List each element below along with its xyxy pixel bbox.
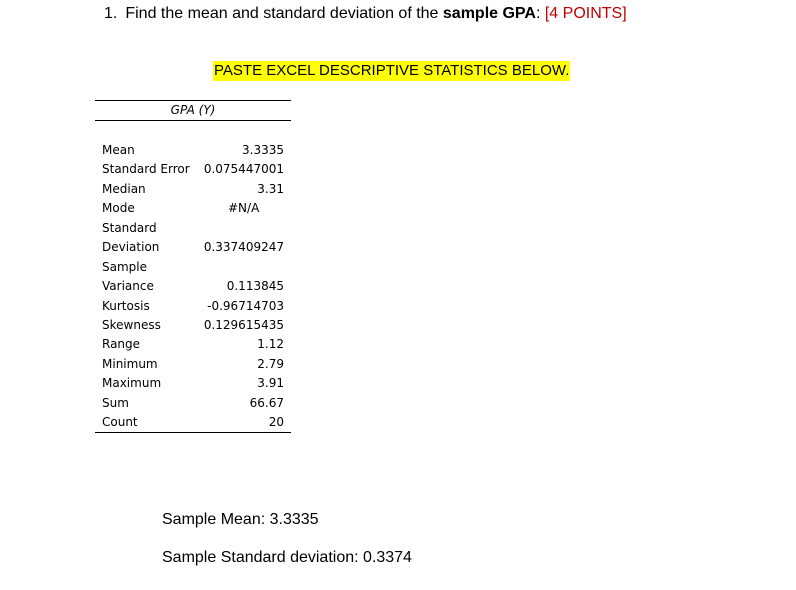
stat-value: 3.3335 xyxy=(242,143,284,157)
stat-value: 0.075447001 xyxy=(203,162,284,177)
table-row xyxy=(95,335,291,354)
stat-value: 0.129615435 xyxy=(203,317,284,332)
question-number: 1. xyxy=(104,5,118,22)
table-row xyxy=(95,180,291,199)
stat-value: 0.113845 xyxy=(226,278,284,293)
table-row xyxy=(95,297,291,316)
question-colon: : xyxy=(535,5,545,22)
stat-label: Count xyxy=(102,414,138,429)
stat-value: #N/A xyxy=(228,201,260,216)
stat-value: 3.91 xyxy=(257,376,284,391)
stat-label: Maximum xyxy=(102,376,162,391)
question-prompt: Find the mean and standard deviation of the xyxy=(125,5,443,22)
stat-label-line: Variance xyxy=(102,278,154,293)
table-spacer xyxy=(95,121,291,141)
paste-instruction-highlight: PASTE EXCEL DESCRIPTIVE STATISTICS BELOW. xyxy=(214,62,570,79)
table-row xyxy=(95,316,291,335)
stat-label: Standard Error xyxy=(102,162,190,177)
table-row xyxy=(95,199,291,218)
stat-label: Minimum xyxy=(102,356,158,371)
table-row xyxy=(95,160,291,179)
table-row xyxy=(95,394,291,413)
stat-value: 0.337409247 xyxy=(203,239,284,254)
descriptive-statistics-table xyxy=(95,100,291,433)
stat-label-line: Sample xyxy=(102,259,147,274)
stat-label-line: Deviation xyxy=(102,239,160,254)
stat-value: -0.96714703 xyxy=(207,298,284,313)
table-row xyxy=(95,258,291,297)
stat-value: 2.79 xyxy=(257,356,284,371)
stat-value: 20 xyxy=(268,414,284,429)
question-bold-term: sample GPA xyxy=(442,5,536,22)
stat-label: Skewness xyxy=(102,317,161,332)
stat-label xyxy=(102,258,154,297)
stat-label: Sum xyxy=(102,395,129,410)
stat-label: Range xyxy=(102,337,141,352)
stat-label xyxy=(102,219,159,258)
stat-label: Mean xyxy=(102,143,135,157)
stat-value: 66.67 xyxy=(249,395,284,410)
stat-value: 1.12 xyxy=(257,337,284,352)
question-points: [4 POINTS] xyxy=(544,5,627,22)
table-header: GPA (Y) xyxy=(95,101,291,121)
stat-label: Mode xyxy=(102,201,135,216)
table-row xyxy=(95,355,291,374)
sample-mean-answer: Sample Mean: 3.3335 xyxy=(162,511,319,528)
sample-sd-answer: Sample Standard deviation: 0.3374 xyxy=(162,549,412,566)
table-row xyxy=(95,141,291,160)
table-row xyxy=(95,219,291,258)
stat-label-line: Standard xyxy=(102,220,157,235)
stat-label: Kurtosis xyxy=(102,298,150,313)
stat-label: Median xyxy=(102,181,146,196)
table-row xyxy=(95,413,291,433)
stat-value: 3.31 xyxy=(257,181,284,196)
question-text xyxy=(104,4,627,24)
table-row xyxy=(95,374,291,393)
